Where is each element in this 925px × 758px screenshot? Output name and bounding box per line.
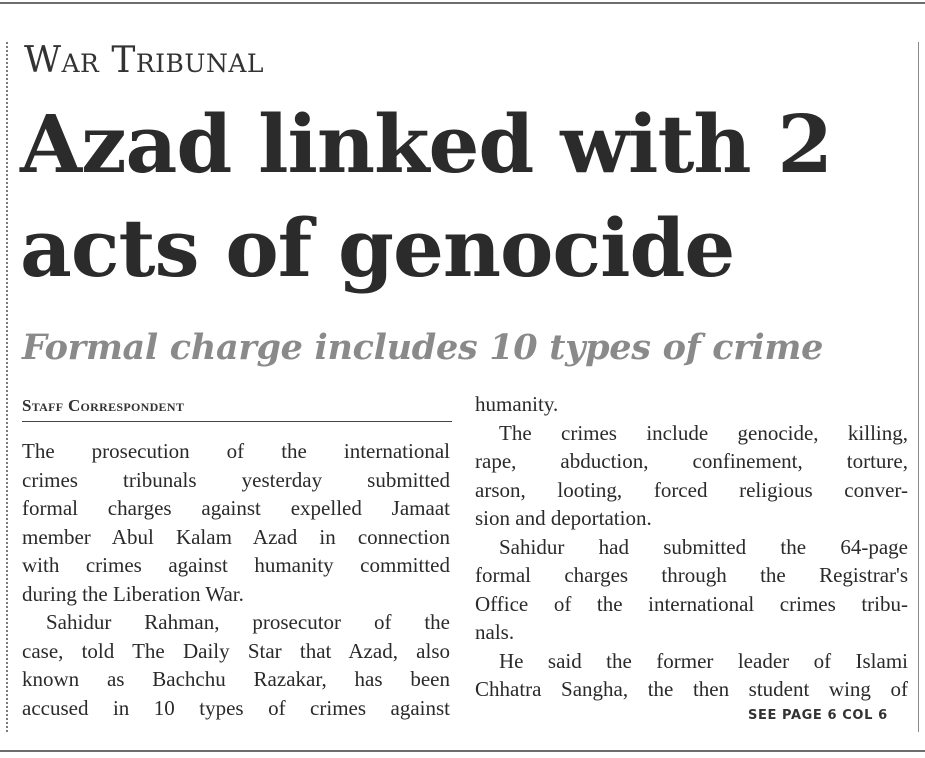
- bottom-border: [0, 750, 925, 752]
- subheadline: Formal charge includes 10 types of crime: [22, 327, 824, 368]
- body-line: formal charges against expelled Jamaat: [22, 496, 450, 520]
- body-line: nals.: [475, 620, 515, 644]
- top-border: [0, 2, 925, 4]
- kicker: War Tribunal: [24, 40, 265, 81]
- body-line: formal charges through the Registrar's: [475, 563, 908, 587]
- body-line: Office of the international crimes tribu-: [475, 591, 908, 616]
- body-line: accused in 10 types of crimes against: [22, 695, 450, 720]
- body-line: The crimes include genocide, killing,: [499, 420, 908, 445]
- left-dotted-rule: [6, 42, 8, 732]
- body-line: The prosecution of the international: [22, 439, 450, 463]
- right-column-rule: [918, 42, 919, 732]
- byline: Staff Correspondent: [22, 396, 185, 415]
- body-line: case, told The Daily Star that Azad, also: [22, 638, 450, 663]
- body-line: Chhatra Sangha, the then student wing of: [475, 677, 908, 701]
- body-line: during the Liberation War.: [22, 581, 244, 606]
- body-line: known as Bachchu Razakar, has been: [22, 667, 450, 691]
- byline-rule: [22, 421, 452, 422]
- body-line: with crimes against humanity committed: [22, 553, 450, 577]
- continued-jump-line: SEE PAGE 6 COL 6: [748, 708, 888, 723]
- body-line: humanity.: [475, 392, 559, 416]
- body-line: arson, looting, forced religious conver-: [475, 477, 908, 502]
- headline: [20, 92, 900, 300]
- body-line: He said the former leader of Islami: [499, 648, 908, 673]
- body-column-right: [475, 390, 908, 704]
- body-line: sion and deportation.: [475, 506, 652, 530]
- body-line: Sahidur had submitted the 64-page: [499, 534, 908, 559]
- body-line: member Abul Kalam Azad in connection: [22, 524, 450, 549]
- body-line: Sahidur Rahman, prosecutor of the: [46, 610, 450, 634]
- body-column-left: [22, 437, 450, 722]
- headline-line: Azad linked with 2: [20, 97, 833, 191]
- headline-line: acts of genocide: [20, 201, 735, 295]
- body-line: crimes tribunals yesterday submitted: [22, 467, 450, 492]
- body-line: rape, abduction, confinement, torture,: [475, 449, 908, 473]
